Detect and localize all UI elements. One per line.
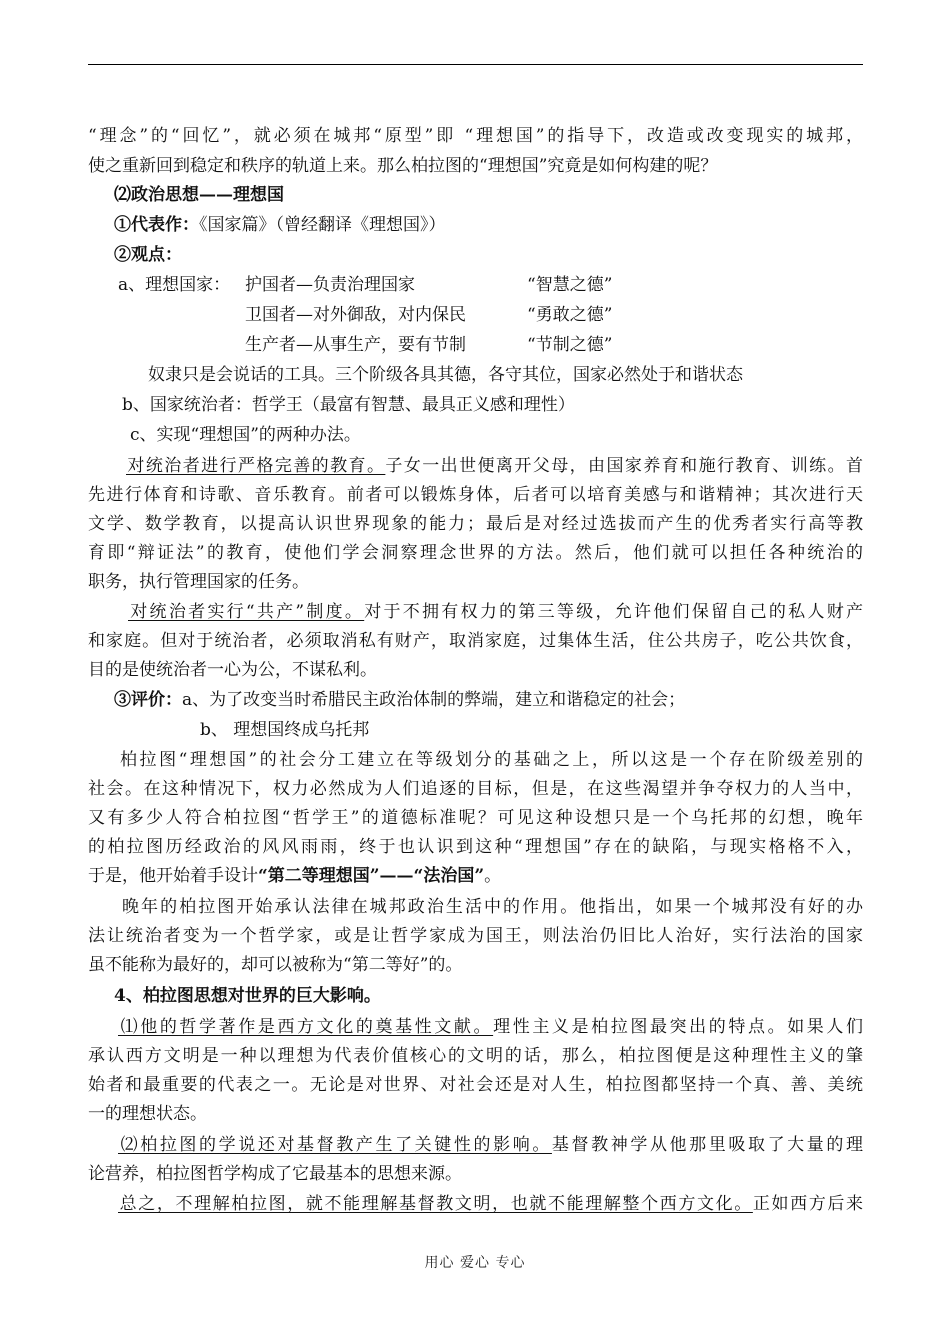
education-rest: 子女一出世便离开父母，由国家养育和施行教育、训练。首 (385, 456, 863, 476)
utopia-end: 。 (484, 866, 502, 886)
representative-work (114, 213, 889, 237)
intro-line-1: “理念”的“回忆”，就必须在城邦“原型”即 “理想国”的指导下，改造或改变现实的城邦， (88, 126, 863, 146)
influence-1-lead: ⑴他的哲学著作是西方文化的奠基性文献。 (118, 1017, 494, 1037)
utopia-pre: 于是，他开始着手设计 (88, 866, 258, 886)
influence-2-line-1 (88, 1133, 863, 1157)
utopia-line-4: 的柏拉图历经政治的风风雨雨，终于也认识到这种“理想国”存在的缺陷，与现实格格不入， (88, 837, 863, 857)
communism-rest: 对于不拥有权力的第三等级，允许他们保留自己的私人财产 (364, 602, 864, 622)
communism-line-2: 和家庭。但对于统治者，必须取消私有财产，取消家庭，过集体生活，住公共房子，吃公共饮食， (88, 631, 863, 651)
influence-1-rest: 理性主义是柏拉图最突出的特点。如果人们 (493, 1017, 864, 1037)
utopia-line-2: 社会。在这种情况下，权力必然成为人们追逐的目标，但是，在这些渴望并争夺权力的人当中， (88, 779, 863, 799)
education-line-2: 先进行体育和诗歌、音乐教育。前者可以锻炼身体，后者可以培育美感与和谐精神；其次进行天 (88, 485, 863, 505)
intro-line-2: 使之重新回到稳定和秩序的轨道上来。那么柏拉图的“理想国”究竟是如何构建的呢？ (88, 156, 718, 176)
section-2-heading: ⑵政治思想——理想国 (114, 185, 284, 205)
influence-1-line-3: 始者和最重要的代表之一。无论是对世界、对社会还是对人生，柏拉图都坚持一个真、善、美统 (88, 1075, 863, 1095)
influence-1-line-4: 一的理想状态。 (88, 1104, 207, 1124)
rep-label: ①代表作： (114, 215, 199, 235)
communism-line-3: 目的是使统治者一心为公，不谋私利。 (88, 660, 377, 680)
influence-2-rest: 基督教神学从他那里吸取了大量的理 (551, 1135, 864, 1155)
rep-text: 《国家篇》（曾经翻译《理想国》） (199, 215, 446, 235)
class-role-1: 护国者—负责治理国家 (245, 275, 415, 295)
influence-1-line-2: 承认西方文明是一种以理想为代表价值核心的文明的话，那么，柏拉图便是这种理性主义的肇 (88, 1046, 863, 1066)
late-line-3: 虽不能称为最好的，却可以被称为“第二等好”的。 (88, 955, 463, 975)
communism-line-1 (88, 600, 863, 624)
class-role-2: 卫国者—对外御敌，对内保民 (245, 305, 466, 325)
conclusion-rest: 正如西方后来 (752, 1194, 863, 1214)
conclusion-lead: 总之，不理解柏拉图，就不能理解基督教文明，也就不能理解整个西方文化。 (118, 1194, 753, 1214)
late-line-2: 法让统治者变为一个哲学家，或是让哲学家成为国王，则法治仍旧比人治好，实行法治的国家 (88, 926, 863, 946)
section-4-heading: 4、柏拉图思想对世界的巨大影响。 (114, 986, 381, 1006)
evaluation-b: b、 理想国终成乌托邦 (200, 720, 370, 740)
education-lead: 对统治者进行严格完善的教育。 (126, 456, 386, 476)
class-virtue-2: “勇敢之德” (527, 305, 613, 325)
influence-1-line-1 (88, 1015, 863, 1039)
page-footer: 用心 爱心 专心 (424, 1255, 526, 1271)
education-line-1 (88, 454, 863, 478)
viewpoint-label: ②观点： (114, 245, 182, 265)
communism-lead: 对统治者实行“共产”制度。 (128, 602, 365, 622)
header-rule (88, 64, 863, 65)
evaluation-label: ③评价： (114, 690, 182, 710)
utopia-line-5 (88, 864, 863, 888)
education-line-5: 职务，执行管理国家的任务。 (88, 572, 309, 592)
class-virtue-1: “智慧之德” (527, 275, 613, 295)
evaluation-a-text: a、为了改变当时希腊民主政治体制的弊端，建立和谐稳定的社会； (182, 690, 686, 710)
influence-2-lead: ⑵柏拉图的学说还对基督教产生了关键性的影响。 (118, 1135, 552, 1155)
education-line-4: 育即“辩证法”的教育，使他们学会洞察理念世界的方法。然后，他们就可以担任各种统治的 (88, 543, 863, 563)
evaluation-a (114, 688, 889, 712)
utopia-line-3: 又有多少人符合柏拉图“哲学王”的道德标准呢？可见这种设想只是一个乌托邦的幻想，晚年 (88, 808, 863, 828)
class-role-3: 生产者—从事生产，要有节制 (245, 335, 466, 355)
influence-2-line-2: 论营养，柏拉图哲学构成了它最基本的思想来源。 (88, 1164, 462, 1184)
ruler-line: b、国家统治者：哲学王（最富有智慧、最具正义感和理性） (122, 395, 575, 415)
late-line-1: 晚年的柏拉图开始承认法律在城邦政治生活中的作用。他指出，如果一个城邦没有好的办 (122, 897, 863, 917)
second-best-state: “第二等理想国”——“法治国” (258, 866, 485, 886)
conclusion-line (88, 1192, 863, 1216)
slaves-line: 奴隶只是会说话的工具。三个阶级各具其德，各守其位，国家必然处于和谐状态 (148, 365, 743, 385)
education-line-3: 文学、数学教育，以提高认识世界现象的能力；最后是对经过选拔而产生的优秀者实行高等教 (88, 514, 863, 534)
utopia-line-1: 柏拉图“理想国”的社会分工建立在等级划分的基础之上，所以这是一个存在阶级差别的 (120, 750, 863, 770)
methods-title: c、实现“理想国”的两种办法。 (130, 425, 361, 445)
class-virtue-3: “节制之德” (527, 335, 613, 355)
ideal-state-label: a、理想国家： (118, 275, 231, 295)
